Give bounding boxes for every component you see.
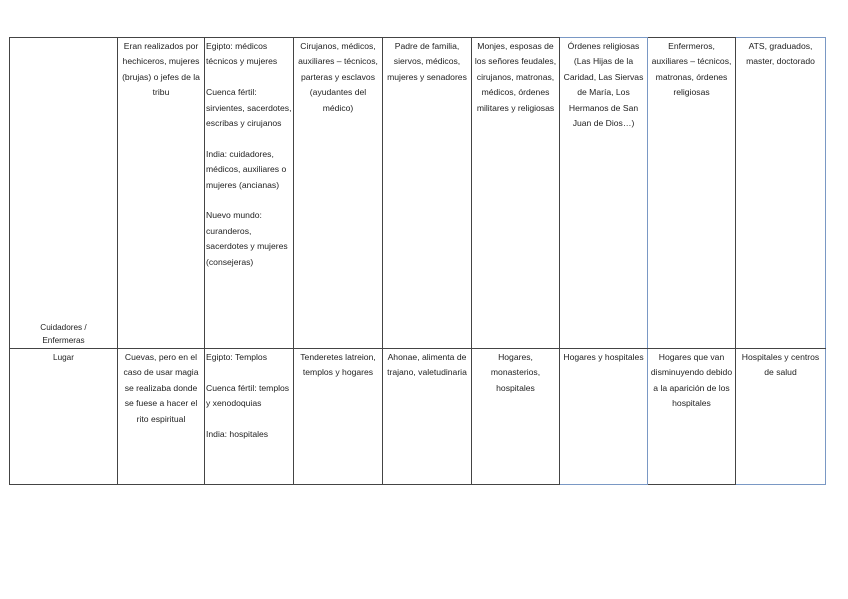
row-header-lugar: Lugar — [10, 349, 118, 485]
cell-edad-media-cuidadores: Monjes, esposas de los señores feudales, cirujanos, matronas, médicos, órdenes militares y religiosas — [472, 38, 560, 349]
cell-edad-media-lugar: Hogares, monasterios, hospitales — [472, 349, 560, 485]
cell-antiguedad-lugar: Egipto: Templos Cuenca fértil: templos y xenodoquias India: hospitales — [205, 349, 294, 485]
table-row-cuidadores — [10, 38, 826, 349]
cell-actualidad-lugar: Hospitales y centros de salud — [736, 349, 826, 485]
table-row-lugar — [10, 349, 826, 485]
cell-prehistoria-lugar: Cuevas, pero en el caso de usar magia se realizaba donde se fuese a hacer el rito espiritual — [118, 349, 205, 485]
row-header-cuidadores: Cuidadores / Enfermeras — [10, 38, 118, 349]
cell-edad-contemporanea-lugar: Hogares que van disminuyendo debido a la aparición de los hospitales — [648, 349, 736, 485]
cell-actualidad-cuidadores: ATS, graduados, master, doctorado — [736, 38, 826, 349]
cell-prehistoria-cuidadores: Eran realizados por hechiceros, mujeres (brujas) o jefes de la tribu — [118, 38, 205, 349]
history-table — [9, 37, 826, 485]
cell-grecia-cuidadores: Cirujanos, médicos, auxiliares – técnicos, parteras y esclavos (ayudantes del médico) — [294, 38, 383, 349]
cell-edad-moderna-lugar: Hogares y hospitales — [560, 349, 648, 485]
cell-edad-contemporanea-cuidadores: Enfermeros, auxiliares – técnicos, matronas, órdenes religiosas — [648, 38, 736, 349]
cell-edad-moderna-cuidadores: Órdenes religiosas (Las Hijas de la Caridad, Las Siervas de María, Los Hermanos de San Juan de Dios…) — [560, 38, 648, 349]
cell-roma-lugar: Ahonae, alimenta de trajano, valetudinaria — [383, 349, 472, 485]
cell-grecia-lugar: Tenderetes latreion, templos y hogares — [294, 349, 383, 485]
cell-antiguedad-cuidadores: Egipto: médicos técnicos y mujeres Cuenca fértil: sirvientes, sacerdotes, escribas y cirujanos India: cuidadores, médicos, auxiliares o mujeres (ancianas) Nuevo mundo: curanderos, sacerdotes y mujeres (consejeras) — [205, 38, 294, 349]
cell-roma-cuidadores: Padre de familia, siervos, médicos, mujeres y senadores — [383, 38, 472, 349]
